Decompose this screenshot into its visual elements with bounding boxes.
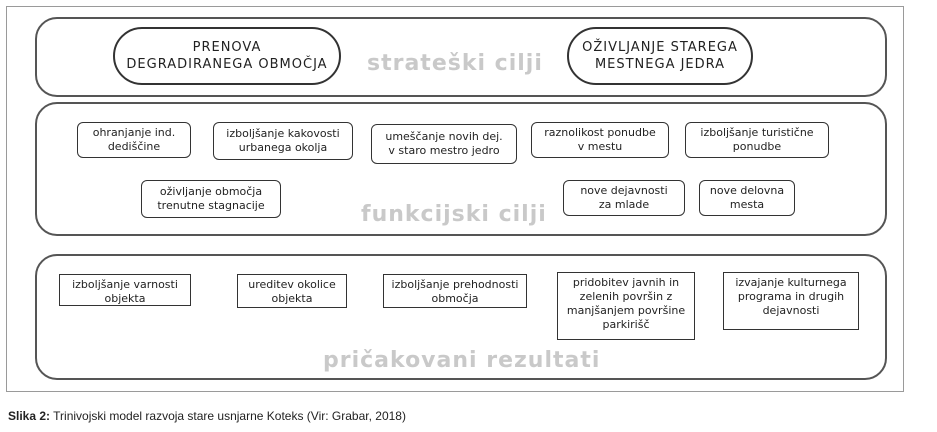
result-item-line: izboljšanje prehodnosti <box>391 278 519 291</box>
figure-caption <box>8 409 406 423</box>
result-item-line: manjšanjem površine <box>566 304 686 317</box>
result-item-line: zelenih površin z <box>579 290 673 303</box>
functional-goal <box>371 124 517 164</box>
tier-functional <box>35 102 887 236</box>
result-item <box>383 274 527 308</box>
tier-strategic <box>35 17 887 97</box>
result-item-line: izvajanje kulturnega <box>735 276 847 289</box>
functional-goal-line: nove delovna <box>709 184 785 197</box>
functional-goal-line: oživljanje območja <box>159 185 263 198</box>
functional-goal-line: izboljšanje turistične <box>700 126 814 139</box>
strategic-goal-line: OŽIVLJANJE STAREGA <box>582 40 738 55</box>
strategic-goal-line: MESTNEGA JEDRA <box>594 57 726 72</box>
functional-goal-line: v mestu <box>577 140 623 153</box>
tier-results <box>35 254 887 380</box>
strategic-goal-renovation <box>113 27 341 85</box>
tier-label-results: pričakovani rezultati <box>323 348 601 373</box>
caption-prefix: Slika 2: <box>8 409 51 423</box>
result-item-line: območja <box>431 292 479 305</box>
result-item <box>557 272 695 340</box>
result-item <box>59 274 191 306</box>
functional-goal-line: izboljšanje kakovosti <box>226 127 340 140</box>
tier-label-functional: funkcijski cilji <box>361 202 547 227</box>
result-item <box>723 272 859 330</box>
functional-goal <box>685 122 829 158</box>
strategic-goal-line: DEGRADIRANEGA OBMOČJA <box>126 57 328 72</box>
result-item-line: programa in drugih <box>737 290 845 303</box>
result-item-line: objekta <box>104 292 146 305</box>
functional-goal-line: v staro mestro jedro <box>388 144 500 157</box>
functional-goal-line: trenutne stagnacije <box>157 199 265 212</box>
tier-label-strategic: strateški cilji <box>367 51 543 76</box>
result-item <box>237 274 347 308</box>
result-item-line: parkirišč <box>602 318 650 331</box>
result-item-line: pridobitev javnih in <box>572 276 680 289</box>
functional-goal-line: urbanega okolja <box>238 141 328 154</box>
functional-goal-line: ponudbe <box>732 140 782 153</box>
functional-goal-line: raznolikost ponudbe <box>544 126 656 139</box>
functional-goal <box>531 122 669 158</box>
functional-goal <box>141 180 281 218</box>
caption-text: Trinivojski model razvoja stare usnjarne Koteks (Vir: Grabar, 2018) <box>50 409 406 423</box>
result-item-line: izboljšanje varnosti <box>72 278 178 291</box>
functional-goal <box>699 180 795 216</box>
figure-frame <box>6 6 904 392</box>
functional-goal-line: umeščanje novih dej. <box>385 130 503 143</box>
functional-goal <box>563 180 685 216</box>
strategic-goal-line: PRENOVA <box>192 40 262 55</box>
functional-goal <box>77 122 191 158</box>
result-item-line: ureditev okolice <box>248 278 336 291</box>
strategic-goal-revival <box>567 27 753 85</box>
functional-goal-line: ohranjanje ind. <box>92 126 176 139</box>
result-item-line: objekta <box>271 292 313 305</box>
functional-goal-line: mesta <box>729 198 765 211</box>
result-item-line: dejavnosti <box>762 304 820 317</box>
functional-goal-line: dediščine <box>107 140 161 153</box>
functional-goal-line: nove dejavnosti <box>580 184 668 197</box>
functional-goal <box>213 122 353 160</box>
functional-goal-line: za mlade <box>598 198 650 211</box>
